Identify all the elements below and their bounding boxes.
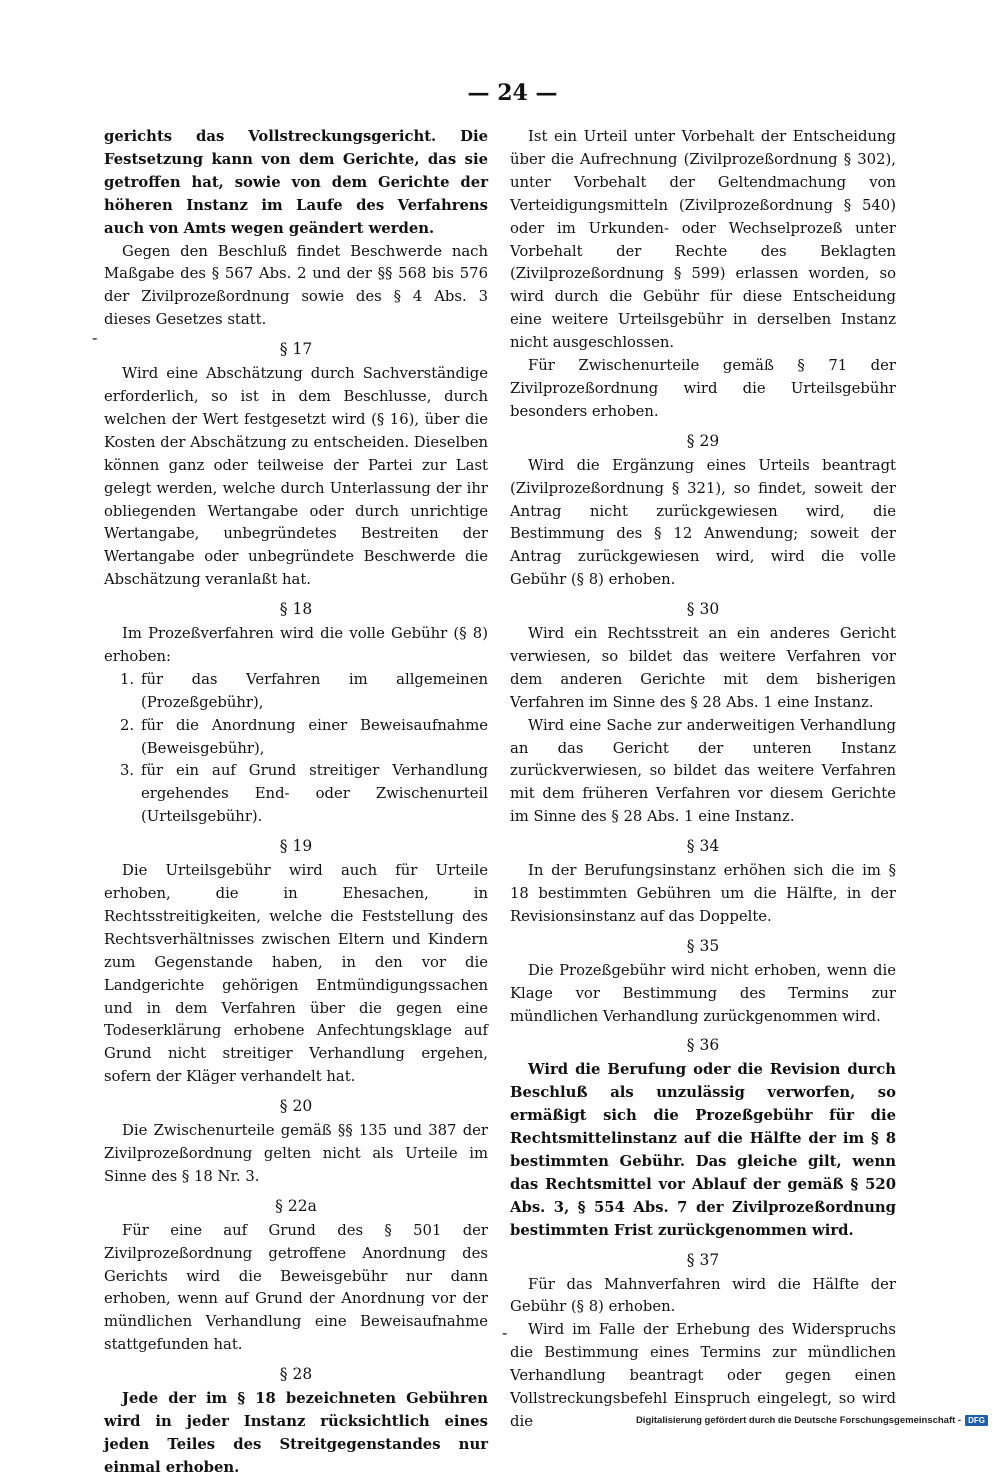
dfg-logo: DFG — [965, 1415, 988, 1426]
left-column — [104, 126, 488, 1480]
enumerated-list — [104, 669, 488, 829]
list-item — [104, 715, 488, 761]
section-heading: § 37 — [686, 1250, 720, 1269]
paragraph: Im Prozeßverfahren wird die volle Gebühr (§ 8) erhoben: — [104, 625, 488, 665]
section-heading: § 35 — [686, 936, 720, 955]
paragraph: Für das Mahnverfahren wird die Hälfte der Gebühr (§ 8) erhoben. — [510, 1275, 896, 1316]
paragraph: Ist ein Urteil unter Vorbehalt der Entscheidung über die Aufrechnung (Zivilprozeßordnung § 302), unter Vorbehalt der Geltendmachung von Verteidigungsmitteln (Zivilprozeßordnung § 540) oder im Urkunden- oder Wechselprozeß unter Vorbehalt der Rechte des Beklagten (Zivilprozeßordnung § 599) erlassen worden, so wird durch die Gebühr für diese Entscheidung eine weitere Urteilsgebühr in derselben Instanz nicht ausgeschlossen. — [510, 128, 896, 352]
paragraph: Für Zwischenurteile gemäß § 71 der Zivilprozeßordnung wird die Urteilsgebühr besonders erhoben. — [510, 357, 896, 420]
paragraph: Wird im Falle der Erhebung des Widerspruchs die Bestimmung eines Termins zur mündlichen Verhandlung beantragt oder gegen einen Vollstreckungsbefehl Einspruch eingelegt, so wird die — [510, 1321, 896, 1430]
paragraph: Gegen den Beschluß findet Beschwerde nach Maßgabe des § 567 Abs. 2 und der §§ 568 bis 576 der Zivilprozeßordnung sowie des § 4 Abs. 3 dieses Gesetzes statt. — [104, 242, 488, 329]
digitization-credit — [636, 1415, 988, 1426]
section-heading: § 20 — [279, 1097, 313, 1116]
item-text: für die Anordnung einer Beweisaufnahme (Beweisgebühr), — [141, 716, 488, 757]
item-text: für ein auf Grund streitiger Verhandlung ergehendes End- oder Zwischenurteil (Urteilsgebühr). — [141, 762, 488, 826]
paragraph: Wird die Ergänzung eines Urteils beantragt (Zivilprozeßordnung § 321), so findet, soweit der Antrag nicht zurückgewiesen wird, die Bestimmung des § 12 Anwendung; soweit der Antrag zurückgewiesen wird, wird die volle Gebühr (§ 8) erhoben. — [510, 456, 896, 589]
section-heading: § 19 — [279, 837, 313, 856]
section-heading: § 30 — [686, 600, 720, 619]
paragraph: Wird eine Sache zur anderweitigen Verhandlung an das Gericht der unteren Instanz zurückverwiesen, so bildet das weitere Verfahren mit dem früheren Verfahren vor diesem Gerichte im Sinne des § 28 Abs. 1 eine Instanz. — [510, 716, 896, 826]
list-item — [104, 669, 488, 715]
paragraph: Die Urteilsgebühr wird auch für Urteile erhoben, die in Ehesachen, in Rechtsstreitigkeiten, welche die Feststellung des Rechtsverhältnisses zwischen Eltern und Kindern zum Gegenstande haben, in den vor die Landgerichte gehörigen Entmündigungssachen und in dem Verfahren über die gegen eine Todeserklärung erhobene Anfechtungsklage auf Grund nicht streitiger Verhandlung ergehen, sofern der Kläger verhandelt hat. — [104, 862, 488, 1086]
paragraph: Jede der im § 18 bezeichneten Gebühren wird in jeder Instanz rücksichtlich eines jeden Teiles des Streitgegenstandes nur einmal erhoben. — [104, 1390, 488, 1476]
section-heading: § 29 — [686, 431, 720, 450]
section-heading: § 28 — [279, 1365, 313, 1384]
credit-text: Digitalisierung gefördert durch die Deutsche Forschungsgemeinschaft - — [635, 1415, 962, 1426]
section-heading: § 22a — [275, 1196, 317, 1215]
item-number: 3. — [120, 762, 135, 780]
list-item — [104, 760, 488, 829]
paragraph: Wird die Berufung oder die Revision durch Beschluß als unzulässig verworfen, so ermäßigt sich die Prozeßgebühr für die Rechtsmittelinstanz auf die Hälfte der im § 8 bestimmten Gebühr. Das gleiche gilt, wenn das Rechtsmittel vor Ablauf der gemäß § 520 Abs. 3, § 554 Abs. 7 der Zivilprozeßordnung bestimmten Frist zurückgenommen wird. — [510, 1061, 896, 1239]
section-heading: § 17 — [279, 340, 313, 359]
page-number: — 24 — — [467, 80, 558, 106]
margin-mark: - — [92, 328, 98, 347]
section-heading: § 34 — [686, 837, 720, 856]
margin-mark: - — [502, 1323, 508, 1342]
paragraph: Die Prozeßgebühr wird nicht erhoben, wenn die Klage vor Bestimmung des Termins zur mündlichen Verhandlung zurückgenommen wird. — [510, 961, 896, 1025]
paragraph: gerichts das Vollstreckungsgericht. Die Festsetzung kann von dem Gerichte, das sie getroffen hat, sowie von dem Gerichte der höheren Instanz im Laufe des Verfahrens auch von Amts wegen geändert werden. — [104, 128, 488, 237]
item-text: für das Verfahren im allgemeinen (Prozeßgebühr), — [141, 670, 488, 711]
paragraph: Für eine auf Grund des § 501 der Zivilprozeßordnung getroffene Anordnung des Gerichts wird die Beweisgebühr nur dann erhoben, wenn auf Grund der Anordnung vor der mündlichen Verhandlung eine Beweisaufnahme stattgefunden hat. — [104, 1221, 488, 1354]
paragraph: Die Zwischenurteile gemäß §§ 135 und 387 der Zivilprozeßordnung gelten nicht als Urteile im Sinne des § 18 Nr. 3. — [104, 1122, 488, 1185]
right-column — [510, 126, 896, 1434]
item-number: 2. — [120, 716, 135, 734]
paragraph: Wird ein Rechtsstreit an ein anderes Gericht verwiesen, so bildet das weitere Verfahren vor dem anderen Gerichte mit dem bisherigen Verfahren im Sinne des § 28 Abs. 1 eine Instanz. — [510, 625, 896, 711]
section-heading: § 36 — [686, 1036, 720, 1055]
paragraph: In der Berufungsinstanz erhöhen sich die im § 18 bestimmten Gebühren um die Hälfte, in der Revisionsinstanz auf das Doppelte. — [510, 862, 896, 925]
item-number: 1. — [120, 670, 135, 688]
paragraph: Wird eine Abschätzung durch Sachverständige erforderlich, so ist in dem Beschlusse, durch welchen der Wert festgesetzt wird (§ 16), über die Kosten der Abschätzung zu entscheiden. Dieselben können ganz oder teilweise der Partei zur Last gelegt werden, welche durch Unterlassung der ihr obliegenden Wertangabe oder durch unrichtige Wertangabe, unbegründetes Bestreiten der Wertangabe oder unbegründete Beschwerde die Abschätzung veranlaßt hat. — [104, 365, 488, 589]
section-heading: § 18 — [279, 600, 313, 619]
